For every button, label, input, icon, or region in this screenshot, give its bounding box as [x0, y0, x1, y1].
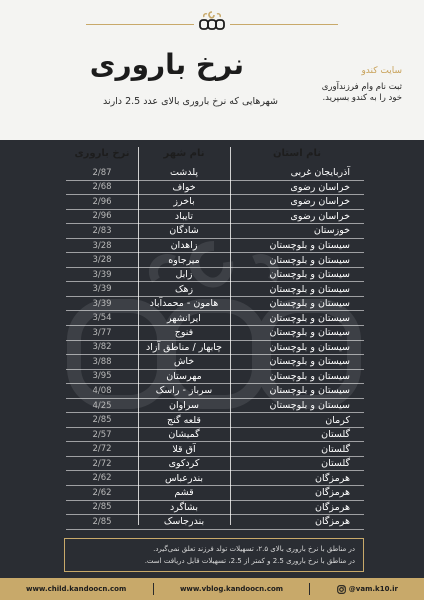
- cell-province: خراسان رضوی: [290, 181, 350, 193]
- cell-city: بندرعباس: [164, 472, 204, 484]
- cell-rate: 3/28: [92, 255, 112, 266]
- cell-city: کردکوی: [168, 458, 200, 470]
- cell-city: قلعه گنج: [167, 414, 201, 426]
- table-row: [66, 210, 364, 225]
- table-row: [66, 370, 364, 385]
- cell-city: زهک: [174, 283, 194, 295]
- table-row: [66, 268, 364, 283]
- cell-rate: 2/87: [92, 167, 112, 178]
- table-row: [66, 471, 364, 486]
- cell-rate: 2/62: [92, 473, 112, 484]
- cell-province: سیستان و بلوچستان: [269, 341, 350, 353]
- cell-city: قشم: [174, 487, 194, 499]
- cell-province: گلستان: [321, 443, 350, 455]
- cell-province: آذربایجان غربی: [290, 167, 350, 179]
- cell-province: سیستان و بلوچستان: [269, 269, 350, 281]
- cell-city: زابل: [175, 269, 193, 281]
- cell-province: سیستان و بلوچستان: [269, 240, 350, 251]
- cell-city: بشاگرد: [169, 501, 198, 513]
- cell-city: ایرانشهر: [167, 312, 201, 324]
- table-row: [66, 442, 364, 457]
- cell-city: زاهدان: [170, 240, 198, 251]
- cell-rate: 3/39: [92, 269, 112, 280]
- table-row: [66, 428, 364, 443]
- cell-city: میرجاوه: [168, 254, 200, 266]
- cell-province: سیستان و بلوچستان: [269, 370, 350, 382]
- table-row: [66, 253, 364, 268]
- cell-rate: 3/54: [92, 313, 112, 324]
- cell-province: کرمان: [325, 414, 350, 426]
- cell-rate: 3/88: [92, 356, 112, 367]
- cell-rate: 2/57: [92, 429, 112, 440]
- cell-city: فنوج: [174, 327, 194, 339]
- note-line-1: در مناطق با نرخ باروری بالای ۲.۵، تسهیلات تولد فرزند تعلق نمی‌گیرد.: [153, 545, 355, 553]
- cell-city: گمیشان: [168, 429, 200, 441]
- cell-province: هرمزگان: [315, 516, 350, 528]
- table-row: [66, 515, 364, 530]
- cell-rate: 3/39: [92, 284, 112, 295]
- header-divider-right: [230, 24, 338, 25]
- footer-separator-2: [309, 583, 310, 595]
- cell-province: هرمزگان: [315, 501, 350, 513]
- cell-province: سیستان و بلوچستان: [269, 298, 350, 310]
- instagram-handle: @vam.k10.ir: [348, 585, 398, 593]
- cell-province: هرمزگان: [315, 487, 350, 499]
- cell-rate: 2/85: [92, 502, 112, 513]
- cell-rate: 2/72: [92, 458, 112, 469]
- cell-province: خوزستان: [313, 225, 350, 237]
- table-row: [66, 413, 364, 428]
- table-row: [66, 166, 364, 181]
- cell-province: سیستان و بلوچستان: [269, 385, 350, 397]
- table-row: [66, 311, 364, 326]
- cell-city: تایباد: [174, 210, 194, 222]
- table-row: [66, 486, 364, 501]
- cell-province: سیستان و بلوچستان: [269, 356, 350, 368]
- cell-city: سراوان: [168, 400, 200, 412]
- footer-link-child[interactable]: www.child.kandoocn.com: [26, 585, 127, 593]
- kandoo-logo-icon: [194, 8, 230, 34]
- column-header-province: نام استان: [273, 147, 321, 159]
- table-row: [66, 297, 364, 312]
- footer-instagram[interactable]: [337, 585, 398, 594]
- table-row: [66, 239, 364, 254]
- cell-rate: 3/39: [92, 298, 112, 309]
- cell-city: چابهار / مناطق آزاد: [146, 341, 222, 353]
- cell-rate: 2/85: [92, 415, 112, 426]
- cell-province: گلستان: [321, 429, 350, 441]
- cell-city: خاش: [173, 356, 195, 368]
- cell-province: سیستان و بلوچستان: [269, 254, 350, 266]
- side-line-1: ثبت نام وام فرزندآوری: [321, 82, 402, 92]
- cell-rate: 2/62: [92, 487, 112, 498]
- cell-rate: 2/72: [92, 444, 112, 455]
- cell-city: مهرستان: [166, 370, 202, 382]
- rates-table: [66, 166, 364, 530]
- note-box: [64, 538, 364, 572]
- cell-rate: 4/08: [92, 385, 112, 396]
- header-divider-left: [86, 24, 194, 25]
- page-subtitle: شهرهایی که نرخ باروری بالای عدد 2.5 دارند: [102, 96, 278, 107]
- table-row: [66, 384, 364, 399]
- cell-province: خراسان رضوی: [290, 210, 350, 222]
- cell-city: شادگان: [169, 225, 199, 237]
- cell-city: آق قلا: [172, 443, 196, 455]
- table-row: [66, 282, 364, 297]
- table-row: [66, 224, 364, 239]
- cell-rate: 4/25: [92, 400, 112, 411]
- cell-province: سیستان و بلوچستان: [269, 400, 350, 412]
- footer: [0, 578, 424, 600]
- side-info: [282, 66, 402, 105]
- table-row: [66, 341, 364, 356]
- cell-rate: 2/83: [92, 225, 112, 236]
- table-row: [66, 195, 364, 210]
- cell-rate: 2/96: [92, 211, 112, 222]
- cell-city: هامون - محمدآباد: [149, 298, 219, 310]
- table-row: [66, 501, 364, 516]
- cell-province: سیستان و بلوچستان: [269, 312, 350, 324]
- cell-city: سرباز - راسک: [155, 385, 213, 397]
- cell-city: پلدشت: [169, 167, 199, 179]
- footer-separator-1: [153, 583, 154, 595]
- cell-province: گلستان: [321, 458, 350, 470]
- page-title: نرخ باروری: [89, 48, 244, 81]
- table-row: [66, 181, 364, 196]
- table-row: [66, 399, 364, 414]
- note-line-2: در مناطق با نرخ باروری 2.5 و کمتر از 2.5، تسهیلات قابل دریافت است.: [144, 556, 355, 565]
- cell-province: هرمزگان: [315, 472, 350, 484]
- cell-rate: 3/77: [92, 327, 112, 338]
- cell-city: خواف: [172, 181, 196, 193]
- header: [0, 0, 424, 159]
- table-row: [66, 326, 364, 341]
- side-site-label: سایت کندو: [361, 66, 402, 76]
- instagram-icon: [337, 585, 346, 594]
- cell-city: باخرز: [173, 196, 195, 208]
- cell-rate: 2/85: [92, 516, 112, 527]
- table-header: [66, 143, 364, 163]
- cell-province: خراسان رضوی: [290, 196, 350, 208]
- footer-link-vblog[interactable]: www.vblog.kandoocn.com: [179, 585, 284, 593]
- side-line-2: خود را به کندو بسپرید.: [322, 93, 402, 104]
- cell-rate: 3/95: [92, 371, 112, 382]
- cell-rate: 3/82: [92, 342, 112, 353]
- cell-rate: 3/28: [92, 240, 112, 251]
- cell-city: بندرجاسک: [163, 516, 205, 528]
- table-row: [66, 355, 364, 370]
- cell-rate: 2/96: [92, 196, 112, 207]
- column-header-city: نام شهر: [163, 147, 205, 159]
- column-header-rate: نرخ باروری: [74, 147, 130, 159]
- table-row: [66, 457, 364, 472]
- cell-province: سیستان و بلوچستان: [269, 283, 350, 295]
- cell-rate: 2/68: [92, 182, 112, 193]
- cell-province: سیستان و بلوچستان: [269, 327, 350, 339]
